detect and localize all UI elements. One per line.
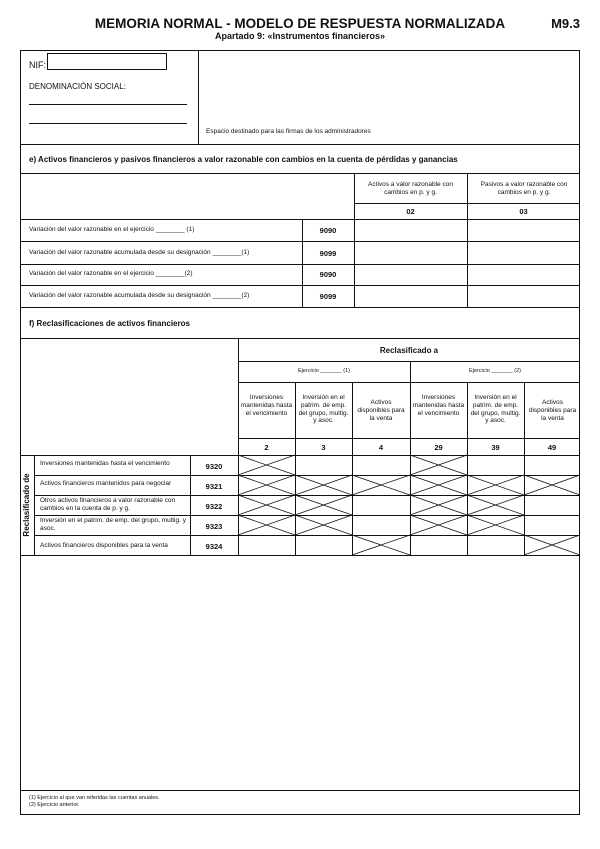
reclas-row-4-code: 9323 [205,522,223,531]
section-e-row-1-label: Variación del valor razonable en el ejercicio ________ (1) [29,226,195,233]
ejercicio-1-label: Ejercicio _______ (1) [298,368,350,374]
col-header-6: Activos disponibles para la venta [528,399,577,422]
col-code-4: 29 [434,443,443,452]
section-e-row-3-code: 9090 [319,270,337,279]
cross-cell [467,475,524,495]
col-header-4: Inversiones mantenidas hasta el vencimiento [412,394,465,417]
cross-cell [352,475,410,495]
col-code-1: 2 [264,443,269,452]
col-header-5: Inversión en el patrim. de emp. del grupo, multig. y asoc. [470,394,521,425]
cross-cell [238,495,295,515]
reclas-row-5-label: Activos financieros disponibles para la venta [40,542,168,549]
reclas-row-3-label: Otros activos financieros a valor razonable con cambios en la cuenta de p. y g. [40,497,176,512]
col-code-2: 3 [321,443,326,452]
section-e-title: e) Activos financieros y pasivos financieros a valor razonable con cambios en la cuenta de pérdidas y ganancias [29,155,458,164]
cross-cell [295,515,352,535]
nif-label: NIF: [29,60,46,70]
cross-cell [410,455,467,475]
section-f-title: f) Reclasificaciones de activos financieros [29,319,190,328]
footnote-1: (1) Ejercicio al que van referidas las cuentas anuales. [29,795,160,801]
footnote-2: (2) Ejercicio anterior. [29,802,80,808]
cross-cell [238,455,295,475]
reclasificado-a-header: Reclasificado a [379,346,439,355]
reclas-row-1-code: 9320 [205,462,223,471]
cross-cell [410,475,467,495]
reclas-row-2-code: 9321 [205,482,223,491]
form-subtitle: Apartado 9: «Instrumentos financieros» [214,31,386,41]
reclas-row-3-code: 9322 [205,502,223,511]
section-e-col1-header: Activos a valor razonable con cambios en p. y g. [368,181,453,196]
col-header-1: Inversiones mantenidas hasta el vencimiento [240,394,293,417]
cross-cell [410,495,467,515]
cross-cell [295,475,352,495]
section-e-row-2-label: Variación del valor razonable acumulada desde su designación ________(1) [29,249,250,256]
col-code-6: 49 [547,443,557,452]
reclas-row-4-label: Inversión en el patrim. de emp. del grupo, multig. y asoc. [40,517,186,532]
col-header-2: Inversión en el patrim. de emp. del grupo, multig. y asoc. [298,394,349,425]
section-e-col2-header: Pasivos a valor razonable con cambios en p. y g. [480,181,568,196]
col-code-3: 4 [378,443,384,452]
reclas-row-5-code: 9324 [205,542,223,551]
denominacion-label: DENOMINACIÓN SOCIAL: [29,82,126,91]
divider [20,790,580,791]
cross-cell [467,495,524,515]
section-e-row-1-code: 9090 [319,226,337,235]
section-e-row-2-code: 9099 [319,249,337,258]
form-code: M9.3 [551,16,580,31]
section-e-row-4-code: 9099 [319,292,337,301]
firmas-label: Espacio destinado para las firmas de los administradores [206,128,371,135]
section-e-row-4-label: Variación del valor razonable acumulada desde su designación ________(2) [29,292,250,299]
reclas-row-1-label: Inversiones mantenidas hasta el vencimiento [40,460,170,467]
cross-cell [467,515,524,535]
col-code-5: 39 [491,443,500,452]
cross-cell [524,475,580,495]
section-e-col2-code: 03 [519,207,528,216]
col-header-3: Activos disponibles para la venta [357,399,405,422]
reclas-row-2-label: Activos financieros mantenidos para negociar [40,480,172,487]
cross-cell [352,535,410,555]
section-e-col1-code: 02 [406,207,415,216]
cross-cell [295,495,352,515]
reclasificado-de-label: Reclasificado de [22,473,32,537]
cross-cell [524,535,580,555]
cross-cell [410,515,467,535]
ejercicio-2-label: Ejercicio _______ (2) [469,368,521,374]
cross-cell [238,475,295,495]
form-title: MEMORIA NORMAL - MODELO DE RESPUESTA NORMALIZADA [94,16,506,31]
cross-cell [238,515,295,535]
section-e-row-3-label: Variación del valor razonable en el ejercicio ________(2) [29,270,193,277]
